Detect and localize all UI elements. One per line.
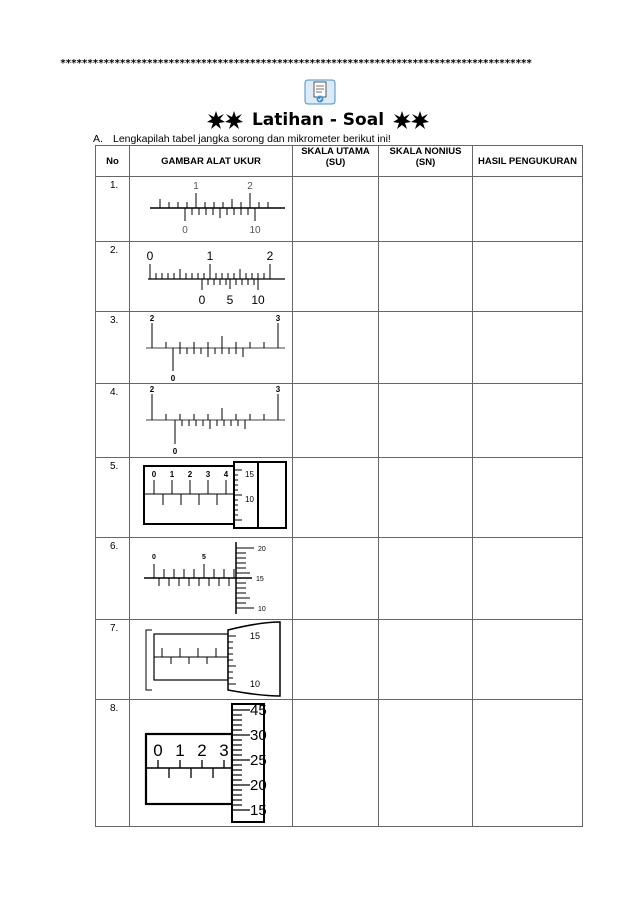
scale-label: 20 [258, 546, 266, 553]
instruction-text: Lengkapilah tabel jangka sorong dan mikrometer berikut ini! [113, 133, 391, 145]
row-number: 3. [96, 312, 130, 384]
row-number: 7. [96, 620, 130, 700]
scale-label: 3 [275, 314, 281, 323]
scale-label: 1 [175, 741, 185, 760]
sn-cell[interactable] [379, 538, 473, 620]
scale-label: 0 [146, 249, 154, 263]
header-gambar: GAMBAR ALAT UKUR [130, 146, 293, 177]
scale-label: 10 [258, 606, 266, 613]
row-number: 8. [96, 700, 130, 827]
su-cell[interactable] [293, 177, 379, 242]
sn-cell[interactable] [379, 700, 473, 827]
scale-label: 0 [153, 741, 163, 760]
scale-label: 30 [250, 727, 267, 744]
row-number: 5. [96, 458, 130, 538]
micrometer-image-8 [130, 700, 293, 827]
scale-label: 2 [149, 385, 155, 394]
scale-label: 3 [219, 741, 229, 760]
scale-label: 10 [249, 225, 261, 236]
scale-label: 1 [169, 470, 175, 479]
scale-label: 5 [202, 554, 206, 561]
caliper-image-4 [130, 384, 293, 458]
row-number: 2. [96, 242, 130, 312]
row-number: 1. [96, 177, 130, 242]
scale-label: 2 [149, 314, 155, 323]
su-cell[interactable] [293, 312, 379, 384]
caliper-image-1 [130, 177, 293, 242]
table-header-row [96, 146, 583, 177]
sn-cell[interactable] [379, 312, 473, 384]
starburst-icon [392, 110, 430, 130]
star-divider: *************************************************************************************** [60, 58, 532, 69]
scale-label: 2 [266, 249, 274, 263]
su-cell[interactable] [293, 538, 379, 620]
scale-label: 0 [182, 225, 188, 236]
scale-label: 15 [256, 576, 264, 583]
hasil-cell[interactable] [473, 312, 583, 384]
scale-label: 3 [205, 470, 211, 479]
scale-label: 25 [250, 752, 267, 769]
table-row [96, 384, 583, 458]
instruction [93, 133, 391, 145]
page-title: Latihan - Soal [251, 110, 385, 130]
scale-label: 20 [250, 777, 267, 794]
micrometer-image-7 [130, 620, 293, 700]
su-cell[interactable] [293, 700, 379, 827]
scale-label: 10 [245, 495, 254, 504]
measurement-table [95, 145, 583, 827]
header-no: No [96, 146, 130, 177]
sn-cell[interactable] [379, 458, 473, 538]
title-row [198, 108, 438, 132]
header-su: SKALA UTAMA (SU) [293, 146, 379, 177]
table-row [96, 620, 583, 700]
scale-label: 10 [251, 293, 265, 307]
caliper-image-2 [130, 242, 293, 312]
hasil-cell[interactable] [473, 458, 583, 538]
table-row [96, 312, 583, 384]
table-row [96, 538, 583, 620]
sn-cell[interactable] [379, 242, 473, 312]
hasil-cell[interactable] [473, 538, 583, 620]
caliper-image-3 [130, 312, 293, 384]
scale-label: 0 [170, 374, 176, 383]
su-cell[interactable] [293, 458, 379, 538]
table-row [96, 700, 583, 827]
scale-label: 5 [226, 293, 234, 307]
scale-label: 2 [247, 181, 253, 192]
header-sn: SKALA NONIUS (SN) [379, 146, 473, 177]
row-number: 4. [96, 384, 130, 458]
micrometer-image-5 [130, 458, 293, 538]
instruction-letter: A. [93, 133, 103, 145]
micrometer-image-6 [130, 538, 293, 620]
scale-label: 3 [275, 385, 281, 394]
scale-label: 4 [223, 470, 229, 479]
scale-label: 0 [151, 470, 157, 479]
scale-label: 1 [206, 249, 214, 263]
scale-label: 2 [187, 470, 193, 479]
table-row [96, 458, 583, 538]
starburst-icon [206, 110, 244, 130]
scale-label: 15 [250, 802, 267, 819]
su-cell[interactable] [293, 242, 379, 312]
hasil-cell[interactable] [473, 242, 583, 312]
hasil-cell[interactable] [473, 620, 583, 700]
su-cell[interactable] [293, 620, 379, 700]
scale-label: 0 [172, 447, 178, 456]
scale-label: 15 [245, 470, 254, 479]
scale-label: 0 [152, 554, 156, 561]
sn-cell[interactable] [379, 177, 473, 242]
scale-label: 45 [250, 702, 267, 719]
sn-cell[interactable] [379, 620, 473, 700]
row-number: 6. [96, 538, 130, 620]
sn-cell[interactable] [379, 384, 473, 458]
scale-label: 2 [197, 741, 207, 760]
scale-label: 15 [250, 631, 261, 641]
header-hasil: HASIL PENGUKURAN [473, 146, 583, 177]
su-cell[interactable] [293, 384, 379, 458]
hasil-cell[interactable] [473, 384, 583, 458]
hasil-cell[interactable] [473, 177, 583, 242]
table-row [96, 177, 583, 242]
table-row [96, 242, 583, 312]
scale-label: 1 [193, 181, 199, 192]
scale-label: 10 [250, 679, 261, 689]
document-icon [302, 78, 338, 106]
hasil-cell[interactable] [473, 700, 583, 827]
scale-label: 0 [198, 293, 206, 307]
